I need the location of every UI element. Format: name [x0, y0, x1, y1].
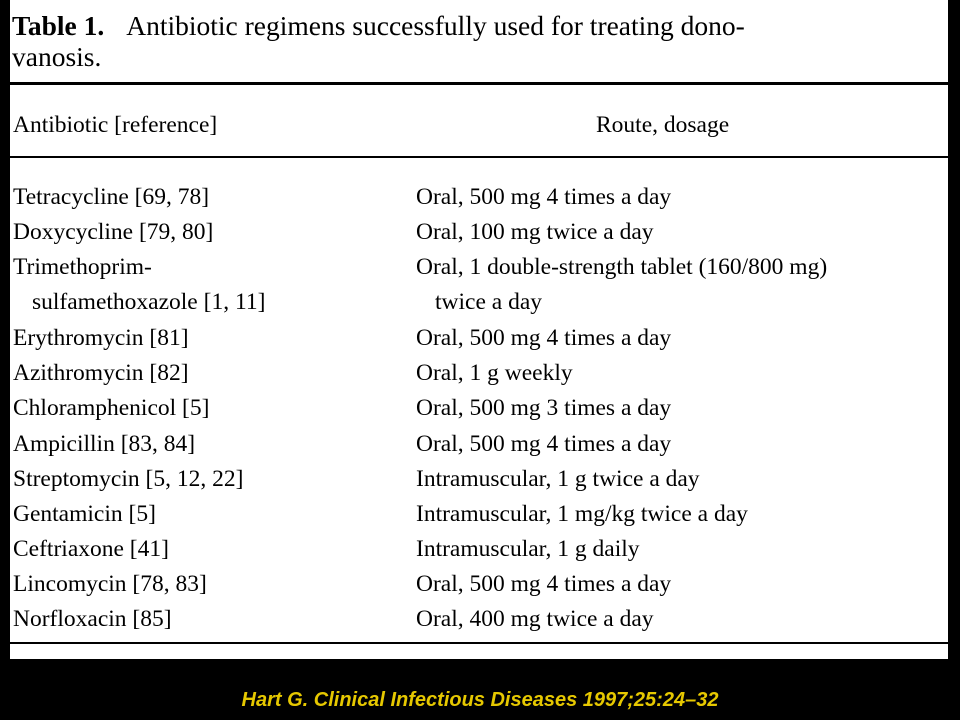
antibiotic-cell: Tetracycline [69, 78] — [13, 184, 210, 210]
antibiotic-cell: Trimethoprim- — [13, 254, 152, 280]
route-cell: Oral, 1 g weekly — [416, 360, 573, 386]
table-caption-line-1 — [12, 11, 745, 41]
table-caption-line-2: vanosis. — [12, 41, 102, 72]
antibiotic-cell: Gentamicin [5] — [13, 501, 156, 527]
bottom-rule — [10, 642, 948, 644]
top-rule — [10, 82, 948, 85]
column-header-antibiotic: Antibiotic [reference] — [13, 112, 218, 138]
column-header-route: Route, dosage — [596, 112, 730, 138]
table-caption-label: Table 1. — [12, 10, 105, 41]
route-cell: Oral, 500 mg 3 times a day — [416, 395, 672, 421]
route-cell: Oral, 1 double-strength tablet (160/800 mg) — [416, 254, 828, 280]
antibiotic-cell: Lincomycin [78, 83] — [13, 571, 207, 597]
route-cell: Oral, 500 mg 4 times a day — [416, 325, 672, 351]
antibiotic-cell-continuation: sulfamethoxazole [1, 11] — [32, 289, 266, 315]
antibiotic-cell: Norfloxacin [85] — [13, 606, 172, 632]
antibiotic-cell: Streptomycin [5, 12, 22] — [13, 466, 244, 492]
route-cell: Oral, 500 mg 4 times a day — [416, 571, 672, 597]
antibiotic-cell: Erythromycin [81] — [13, 325, 189, 351]
antibiotic-cell: Ampicillin [83, 84] — [13, 431, 196, 457]
antibiotic-cell: Chloramphenicol [5] — [13, 395, 210, 421]
antibiotic-cell: Azithromycin [82] — [13, 360, 189, 386]
route-cell: Oral, 100 mg twice a day — [416, 219, 654, 245]
citation: Hart G. Clinical Infectious Diseases 1997;25:24–32 — [241, 689, 719, 711]
antibiotic-cell: Doxycycline [79, 80] — [13, 219, 214, 245]
route-cell: Intramuscular, 1 g daily — [416, 536, 640, 562]
table-panel — [10, 0, 948, 659]
route-cell-continuation: twice a day — [435, 289, 543, 315]
route-cell: Intramuscular, 1 g twice a day — [416, 466, 700, 492]
route-cell: Oral, 500 mg 4 times a day — [416, 184, 672, 210]
route-cell: Oral, 400 mg twice a day — [416, 606, 654, 632]
antibiotic-cell: Ceftriaxone [41] — [13, 536, 169, 562]
route-cell: Oral, 500 mg 4 times a day — [416, 431, 672, 457]
header-rule — [10, 156, 948, 158]
table-caption-text: Antibiotic regimens successfully used for treating dono- — [126, 10, 745, 41]
route-cell: Intramuscular, 1 mg/kg twice a day — [416, 501, 748, 527]
